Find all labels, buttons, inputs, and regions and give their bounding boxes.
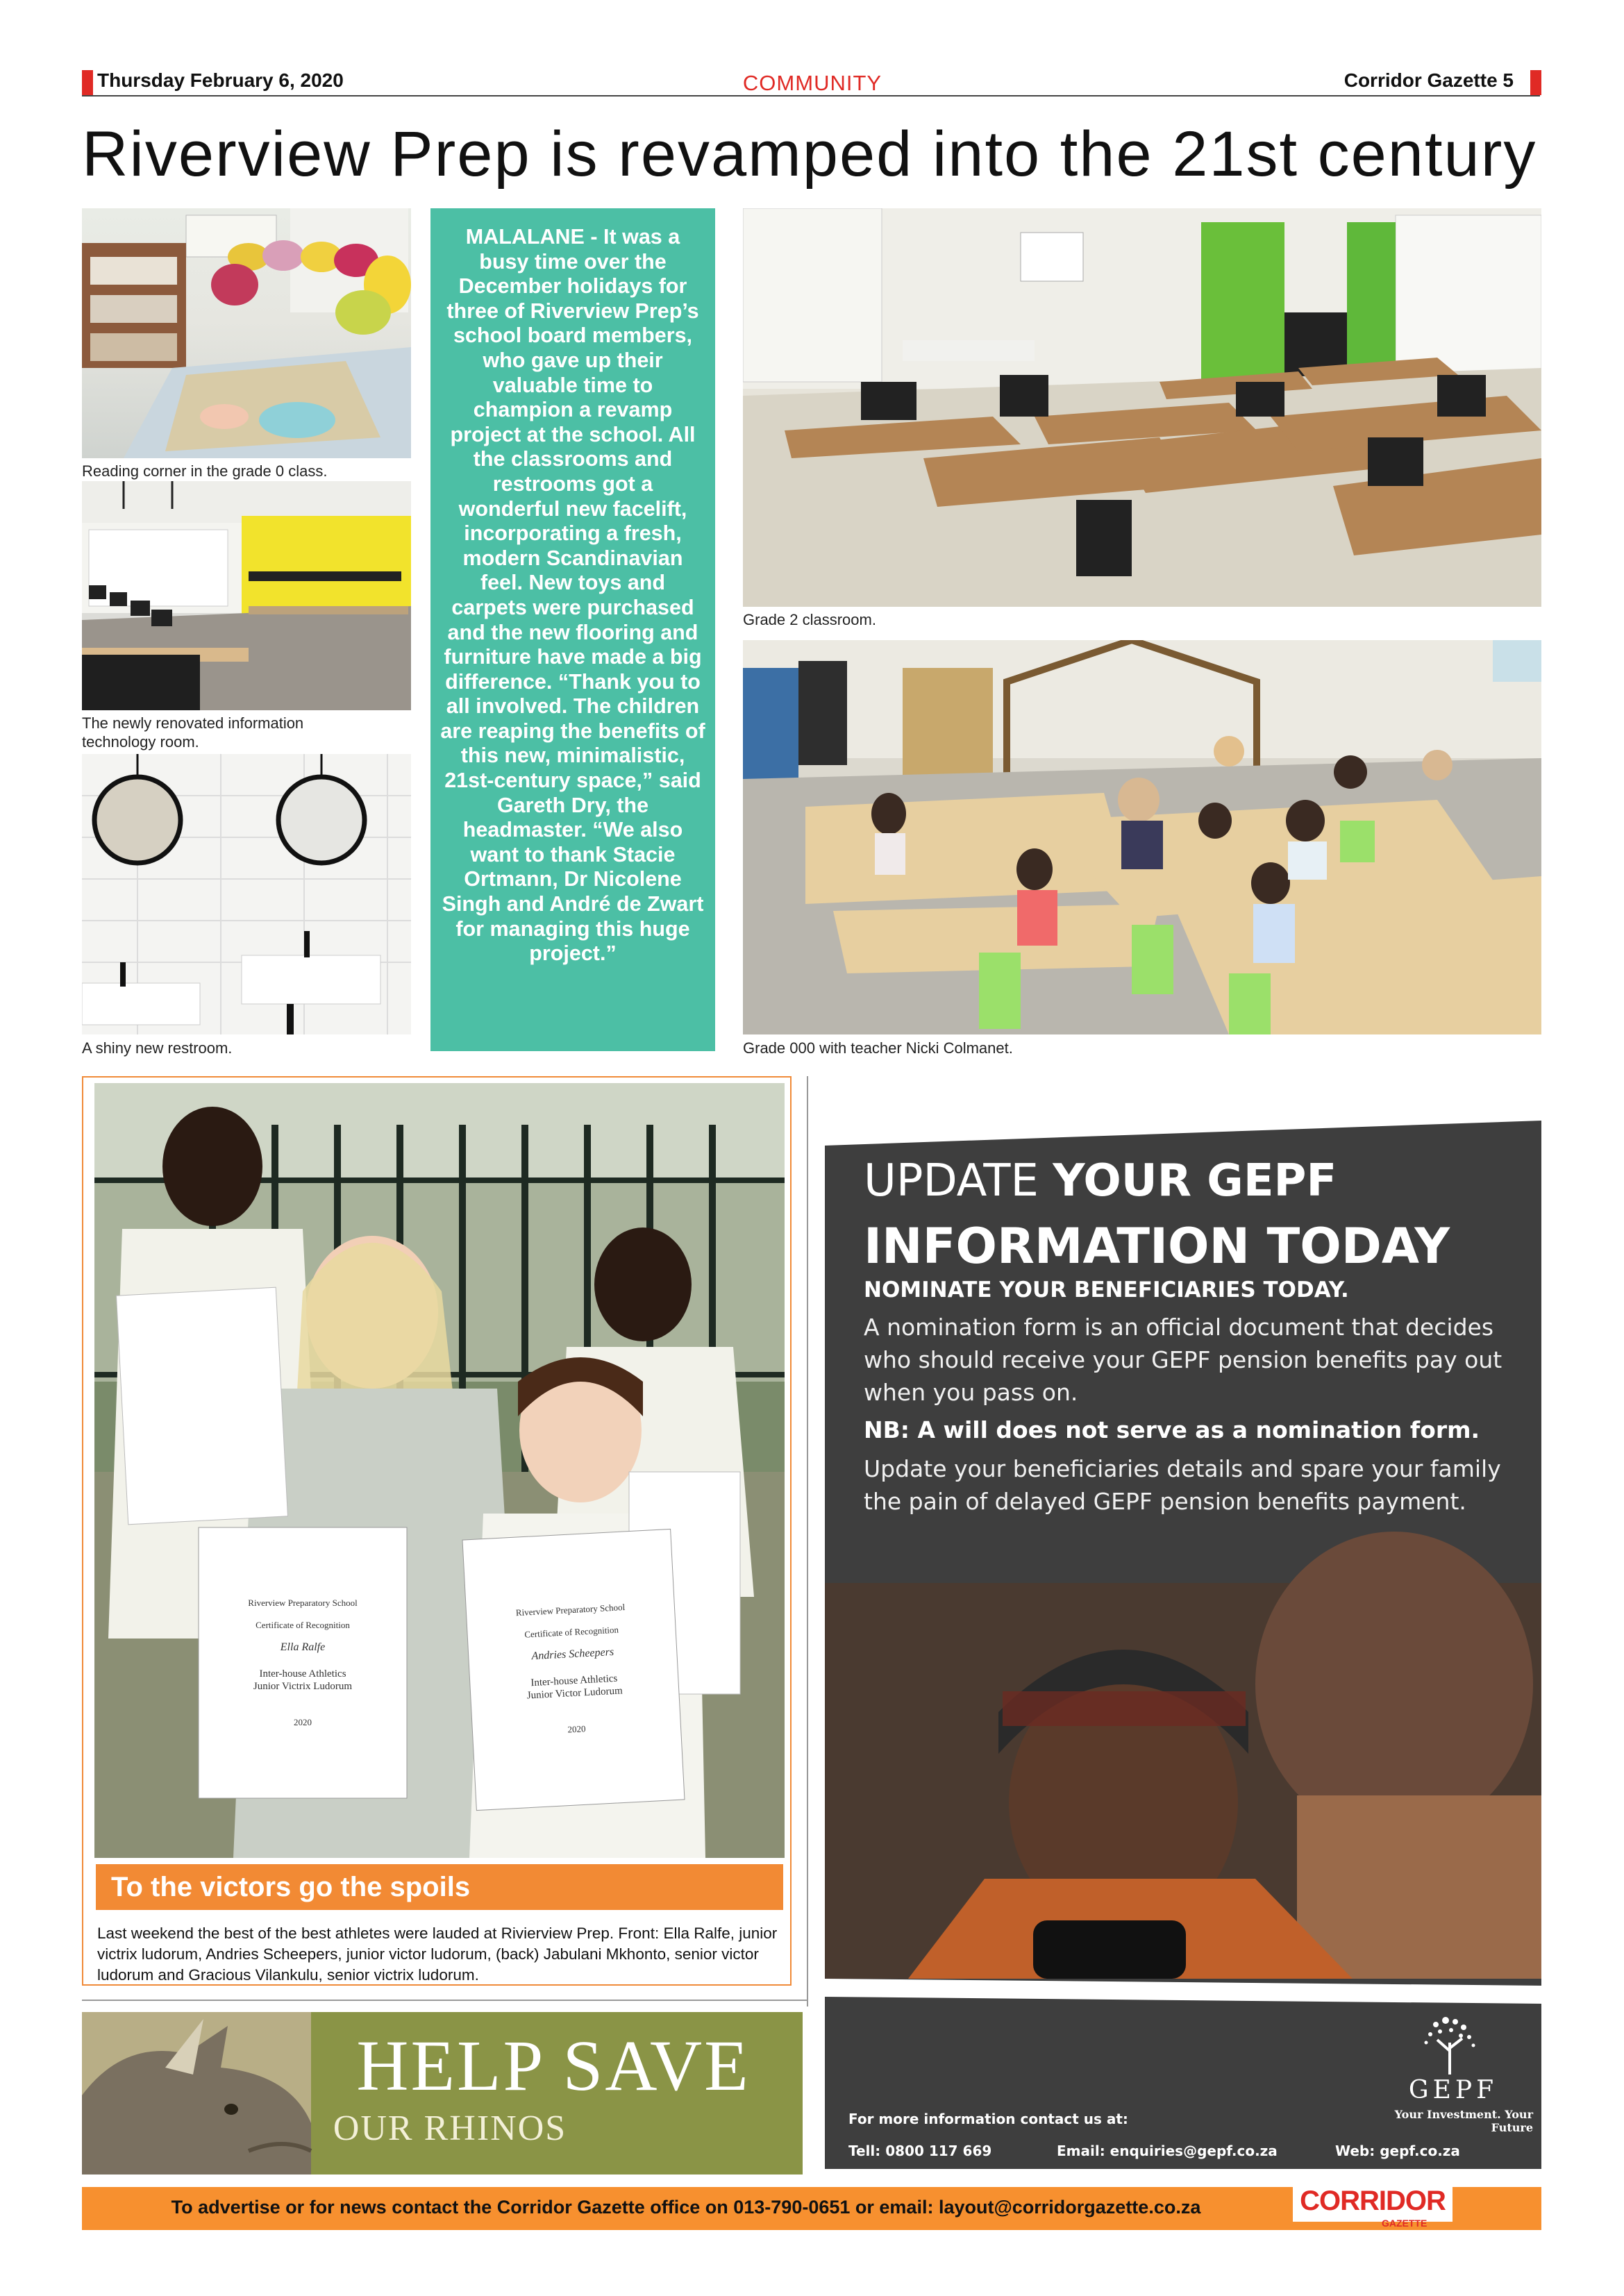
gepf-email: Email: enquiries@gepf.co.za — [1057, 2143, 1278, 2159]
gepf-tree-icon — [1415, 2015, 1484, 2075]
article-body-box — [430, 208, 715, 1051]
restroom-caption: A shiny new restroom. — [82, 1039, 233, 1057]
rhino-advert — [82, 2012, 803, 2175]
grade2-classroom-photo — [743, 208, 1541, 607]
gepf-subtitle: NOMINATE YOUR BENEFICIARIES TODAY. — [864, 1277, 1349, 1302]
header-rule — [82, 95, 1540, 97]
cert-left-school: Riverview Preparatory School — [248, 1598, 358, 1608]
cert-right-title: Certificate of Recognition — [524, 1624, 619, 1640]
it-room-photo — [82, 481, 411, 710]
cert-right-school: Riverview Preparatory School — [515, 1602, 626, 1618]
gepf-title — [864, 1148, 1450, 1281]
column-rule — [807, 1076, 808, 2006]
grade000-photo — [743, 640, 1541, 1034]
gepf-brand: GEPF — [1408, 2076, 1498, 2104]
victors-photo — [94, 1083, 785, 1858]
gepf-paragraph-1: A nomination form is an official document that decides who should receive your GEPF pension benefits pay out when you pass on. — [864, 1314, 1502, 1406]
header-section: COMMUNITY — [742, 71, 882, 95]
grade2-caption: Grade 2 classroom. — [743, 611, 876, 628]
gepf-tagline: Your Investment. Your Future — [1394, 2108, 1533, 2134]
cert-right-event: Inter-house Athletics — [530, 1673, 618, 1689]
article-body: MALALANE - It was a busy time over the December holidays for three of Riverview Prep’s school board members, who gave up their valuable time to champion a revamp project at the school. All the classrooms and restrooms got a wonderful new facelift, incorporating a fresh, modern Scandinavian feel. New toys and carpets were purchased and the new flooring and furniture have made a big difference. “Thank you to all involved. The children are reaping the benefits of this new, minimalistic, 21st-century space,” said Gareth Dry, the headmaster. “We also want to thank Stacie Ortmann, Dr Nicolene Singh and André de Zwart for managing this huge project.” — [440, 225, 705, 966]
it-room-caption-line1: The newly renovated information — [82, 714, 304, 732]
reading-corner-caption: Reading corner in the grade 0 class. — [82, 462, 328, 480]
header-marker-left — [82, 70, 93, 95]
cert-left-title: Certificate of Recognition — [256, 1620, 350, 1630]
article-headline: Riverview Prep is revamped into the 21st century — [82, 119, 1537, 190]
row-rule — [82, 2000, 808, 2001]
it-room-caption-line2: technology room. — [82, 733, 199, 751]
footer-logo-sub: GAZETTE — [1382, 2218, 1428, 2229]
header-page: Corridor Gazette 5 — [1343, 69, 1514, 91]
cert-right-award: Junior Victor Ludorum — [526, 1685, 623, 1702]
footer-contact: To advertise or for news contact the Corridor Gazette office on 013-790-0651 or email: layout@corridorgazette.co.za — [171, 2197, 1201, 2218]
gepf-tel: Tell: 0800 117 669 — [848, 2143, 992, 2159]
cert-left-name: Ella Ralfe — [280, 1641, 326, 1653]
cert-left-event: Inter-house Athletics — [259, 1668, 346, 1679]
cert-left-award: Junior Victrix Ludorum — [253, 1681, 353, 1692]
footer-logo-box — [1293, 2186, 1453, 2222]
gepf-nb-note: NB: A will does not serve as a nomination form. — [864, 1416, 1480, 1443]
gepf-contact-heading: For more information contact us at: — [848, 2111, 1128, 2127]
victors-title: To the victors go the spoils — [96, 1864, 783, 1910]
cert-right-year: 2020 — [567, 1723, 586, 1735]
gepf-paragraph-2: Update your beneficiaries details and spare your family the pain of delayed GEPF pension benefits payment. — [864, 1455, 1501, 1515]
restroom-photo — [82, 754, 411, 1034]
cert-right-name: Andries Scheepers — [531, 1645, 614, 1663]
cert-left-year: 2020 — [294, 1717, 312, 1727]
gepf-title-bold: YOUR GEPF — [1053, 1155, 1337, 1207]
header-marker-right — [1530, 70, 1541, 95]
rhino-line2: OUR RHINOS — [333, 2109, 567, 2148]
gepf-title-light: UPDATE — [864, 1155, 1053, 1207]
header-date: Thursday February 6, 2020 — [97, 69, 344, 91]
grade000-caption: Grade 000 with teacher Nicki Colmanet. — [743, 1039, 1013, 1057]
footer-logo: CORRIDOR — [1300, 2186, 1446, 2216]
victors-caption: Last weekend the best of the best athletes were lauded at Rivierview Prep. Front: Ella Ralfe, junior victrix ludorum, Andries Scheepers, junior victor ludorum, (back) Jabulani Mkhonto, senior victor ludorum and Gracious Vilankulu, senior victrix ludorum. — [97, 1925, 778, 1984]
gepf-web: Web: gepf.co.za — [1335, 2143, 1460, 2159]
rhino-line1: HELP SAVE — [356, 2026, 751, 2106]
gepf-title-line2: INFORMATION TODAY — [864, 1218, 1450, 1275]
gepf-advert — [825, 1087, 1541, 2169]
reading-corner-photo — [82, 208, 411, 458]
